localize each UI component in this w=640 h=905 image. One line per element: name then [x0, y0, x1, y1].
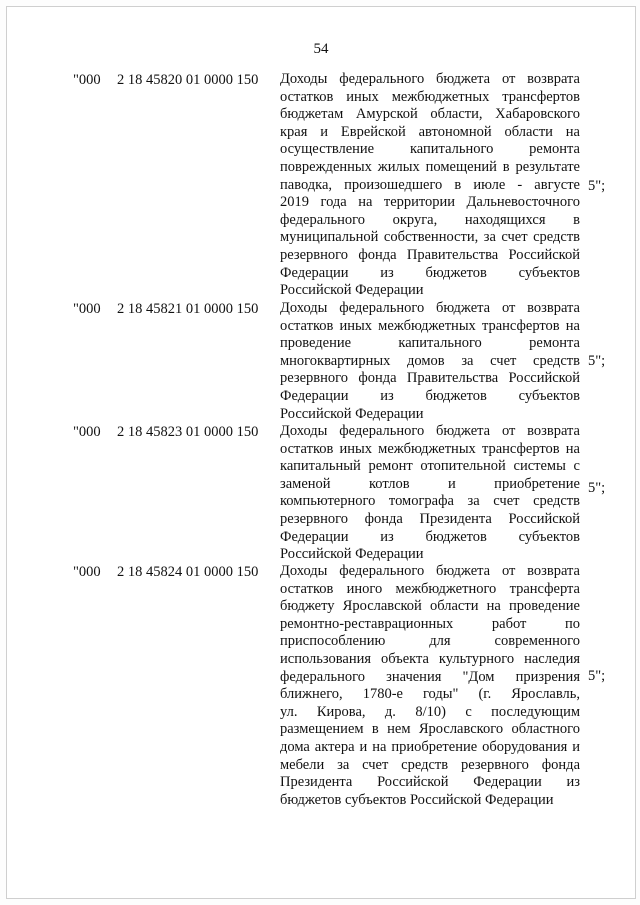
row-description — [280, 423, 580, 564]
desc-line: ул. Кирова, д. 8/10) с последующим — [280, 703, 580, 720]
desc-line: Доходы федерального бюджета от возврата — [280, 423, 580, 439]
row-prefix: "000 — [73, 301, 101, 317]
desc-line: осуществление капитального ремонта — [280, 141, 580, 158]
desc-line: Федерации из бюджетов субъектов — [280, 387, 580, 404]
row-description — [280, 300, 580, 423]
desc-line: Доходы федерального бюджета от возврата — [280, 563, 580, 579]
desc-line: бюджетов субъектов Российской Федерации — [280, 791, 554, 808]
desc-line: компьютерного томографа за счет средств — [280, 493, 580, 510]
desc-line: капитальный ремонт отопительной системы с — [280, 458, 580, 475]
row-description — [280, 71, 580, 300]
desc-line: федерального округа, находящихся в — [280, 211, 580, 228]
desc-line: остатков иного межбюджетного трансферта — [280, 580, 580, 597]
desc-line: остатков иных межбюджетных трансфертов на — [280, 440, 580, 457]
row-suffix: 5"; — [588, 480, 606, 496]
desc-line: остатков иных межбюджетных трансфертов на — [280, 317, 580, 334]
desc-line: ближнего, 1780-е годы" (г. Ярославль, — [280, 686, 580, 703]
desc-line: размещением в нем Ярославского областного — [280, 721, 580, 738]
budget-code: 2 18 45820 01 0000 150 — [117, 72, 259, 88]
document-page — [6, 6, 636, 899]
desc-line: многоквартирных домов за счет средств — [280, 352, 580, 369]
desc-line: бюджету Ярославской области на проведение — [280, 598, 580, 615]
row-suffix: 5"; — [588, 353, 606, 369]
desc-line: края и Еврейской автономной области на — [280, 123, 580, 140]
desc-line: Российской Федерации — [280, 546, 424, 563]
row-suffix: 5"; — [588, 178, 606, 194]
desc-line: проведение капитального ремонта — [280, 335, 580, 352]
page-number: 54 — [313, 41, 329, 57]
desc-line: 2019 года на территории Дальневосточного — [280, 194, 580, 211]
desc-line: дома актера и на приобретение оборудования и — [280, 738, 580, 755]
row-prefix: "000 — [73, 72, 101, 88]
desc-line: Доходы федерального бюджета от возврата — [280, 71, 580, 87]
row-suffix: 5"; — [588, 668, 606, 684]
desc-line: мебели за счет средств резервного фонда — [280, 756, 580, 773]
desc-line: паводка, произошедшего в июле - августе — [280, 176, 580, 193]
desc-line: приспособлению для современного — [280, 633, 580, 650]
desc-line: использования объекта культурного наследия — [280, 650, 580, 667]
desc-line: Российской Федерации — [280, 282, 424, 299]
desc-line: Федерации из бюджетов субъектов — [280, 264, 580, 281]
row-prefix: "000 — [73, 564, 101, 580]
desc-line: резервного фонда Президента Российской — [280, 510, 580, 527]
desc-line: ремонтно-реставрационных работ по — [280, 615, 580, 632]
desc-line: федерального значения "Дом призрения — [280, 668, 580, 685]
desc-line: Российской Федерации — [280, 405, 424, 422]
budget-code: 2 18 45824 01 0000 150 — [117, 564, 259, 580]
desc-line: муниципальной собственности, за счет средств — [280, 229, 580, 246]
budget-code: 2 18 45823 01 0000 150 — [117, 424, 259, 440]
row-prefix: "000 — [73, 424, 101, 440]
desc-line: заменой котлов и приобретение — [280, 475, 580, 492]
desc-line: поврежденных жилых помещений в результате — [280, 158, 580, 175]
desc-line: Федерации из бюджетов субъектов — [280, 528, 580, 545]
desc-line: бюджетам Амурской области, Хабаровского — [280, 106, 580, 123]
budget-code: 2 18 45821 01 0000 150 — [117, 301, 259, 317]
desc-line: Президента Российской Федерации из — [280, 774, 580, 791]
row-description — [280, 563, 580, 809]
desc-line: Доходы федерального бюджета от возврата — [280, 300, 580, 316]
desc-line: остатков иных межбюджетных трансфертов — [280, 88, 580, 105]
desc-line: резервного фонда Правительства Российской — [280, 246, 580, 263]
desc-line: резервного фонда Правительства Российской — [280, 370, 580, 387]
